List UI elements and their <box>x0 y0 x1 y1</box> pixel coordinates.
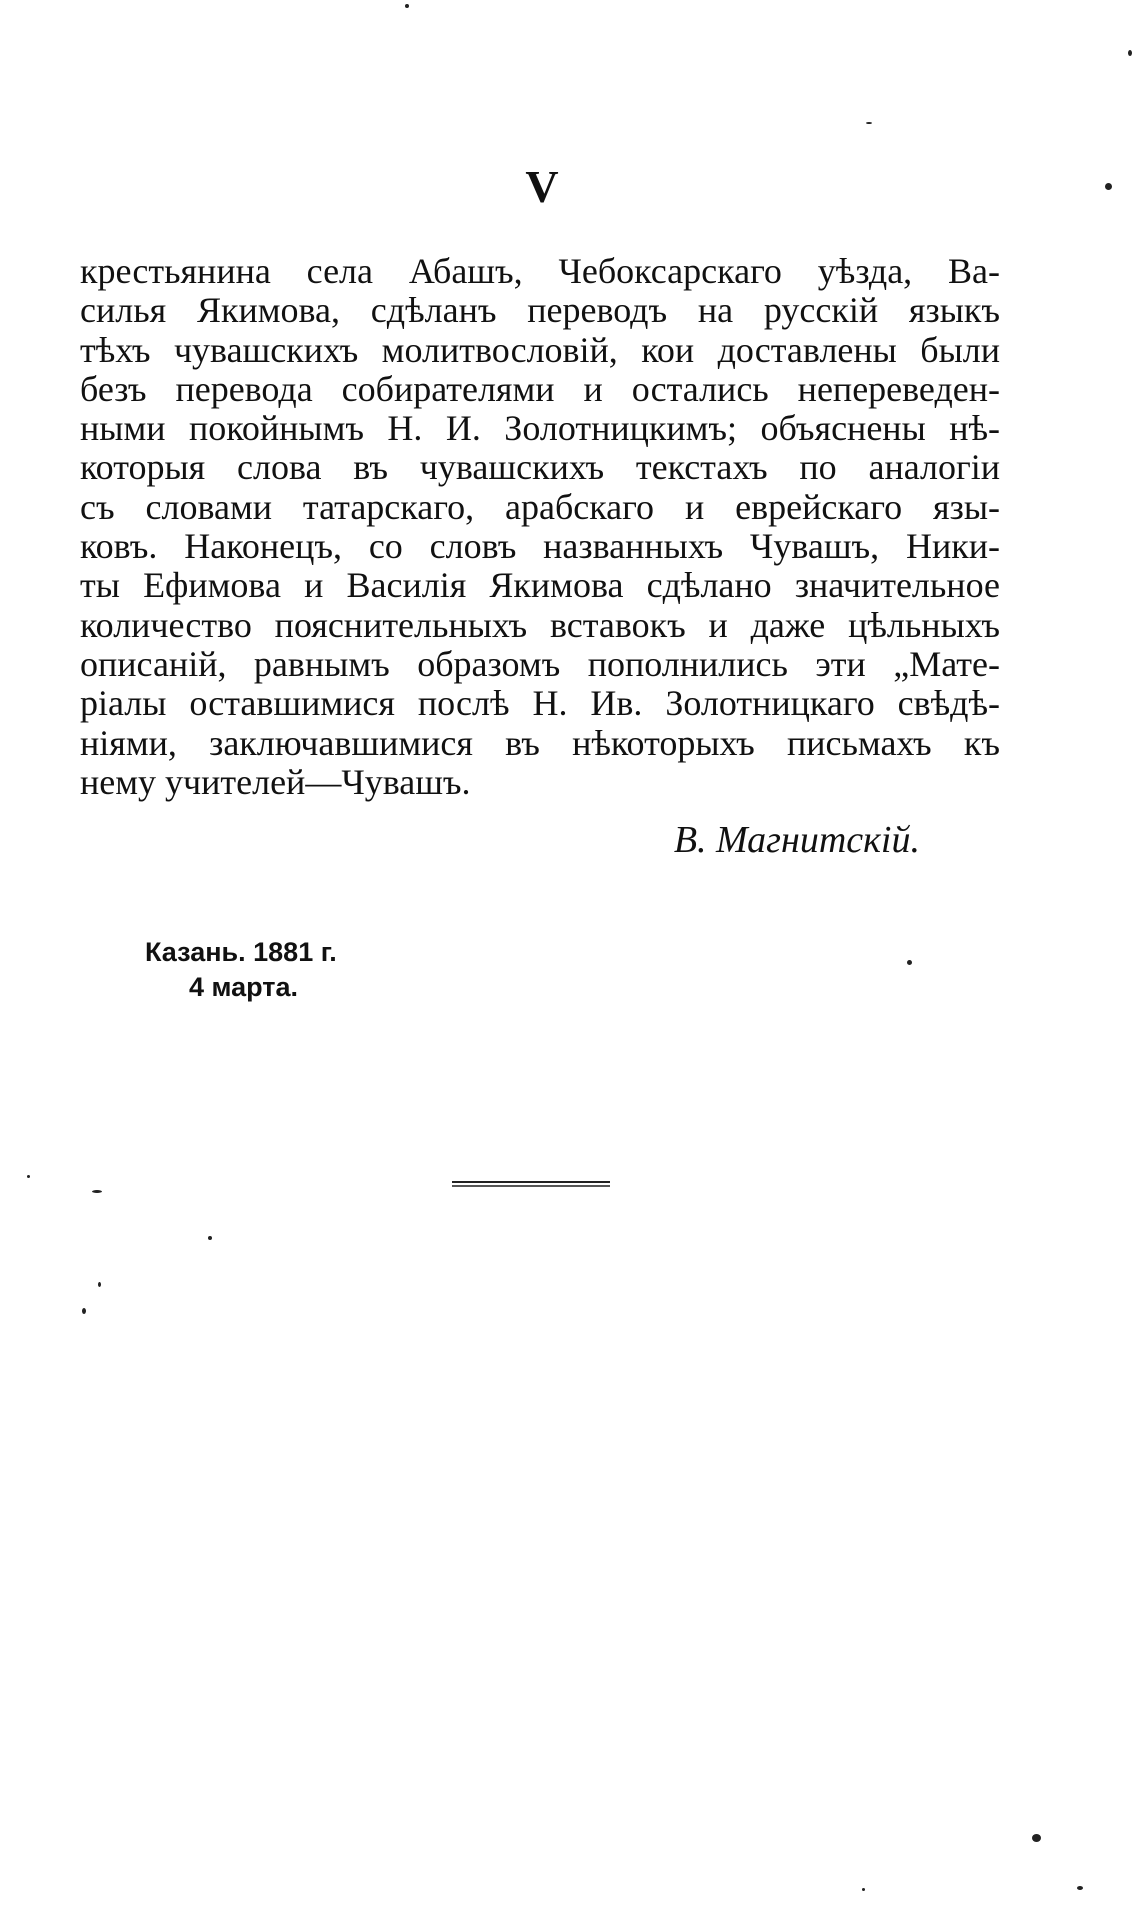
text-line: ковъ. Наконецъ, со словъ названныхъ Чувашъ, Ники- <box>80 526 1000 567</box>
date: 4 марта. <box>189 972 299 1002</box>
text-line: тѣхъ чувашскихъ молитвословій, кои доставлены были <box>80 329 1000 370</box>
place-year: Казань. 1881 г. <box>145 937 337 967</box>
scan-speck <box>866 122 872 124</box>
scan-speck <box>98 1282 101 1287</box>
text-line: силья Якимова, сдѣланъ переводъ на русскій языкъ <box>80 290 1000 331</box>
page-number: V <box>525 161 560 212</box>
divider-line-top <box>452 1181 610 1183</box>
scan-speck <box>907 960 912 965</box>
text-line: ты Ефимова и Василія Якимова сдѣлано значительное <box>80 565 1000 606</box>
text-line: которыя слова въ чувашскихъ текстахъ по аналогіи <box>80 447 1000 488</box>
text-line: количество пояснительныхъ вставокъ и даже цѣльныхъ <box>80 604 1000 645</box>
body-paragraph <box>80 252 1000 802</box>
text-line: крестьянина села Абашъ, Чебоксарскаго уѣзда, Ва- <box>80 251 1000 291</box>
scan-speck <box>862 1888 865 1891</box>
scan-speck <box>1077 1886 1083 1890</box>
scan-speck <box>208 1236 212 1240</box>
decorative-divider <box>452 1181 610 1187</box>
scan-speck <box>27 1175 30 1178</box>
scan-speck <box>82 1308 86 1314</box>
scan-speck <box>1032 1834 1041 1842</box>
text-line: безъ перевода собирателями и остались непереведен- <box>80 368 1000 409</box>
text-line: ріалы оставшимися послѣ Н. Ив. Золотницкаго свѣдѣ- <box>80 683 1000 724</box>
divider-line-bottom <box>452 1185 610 1187</box>
scan-speck <box>92 1190 102 1193</box>
author-signature: В. Магнитскій. <box>673 819 920 861</box>
text-line: описаній, равнымъ образомъ пополнились эти „Мате- <box>80 643 1000 684</box>
text-line: нему учителей—Чувашъ. <box>80 761 471 802</box>
scan-speck <box>405 4 409 8</box>
text-line: ніями, заключавшимися въ нѣкоторыхъ письмахъ къ <box>80 722 1000 763</box>
text-line: съ словами татарскаго, арабскаго и еврейскаго язы- <box>80 486 1000 527</box>
scan-speck <box>1105 183 1112 190</box>
place-and-date <box>145 935 337 1005</box>
text-line: ными покойнымъ Н. И. Золотницкимъ; объяснены нѣ- <box>80 408 1000 449</box>
scan-speck <box>1128 50 1132 56</box>
